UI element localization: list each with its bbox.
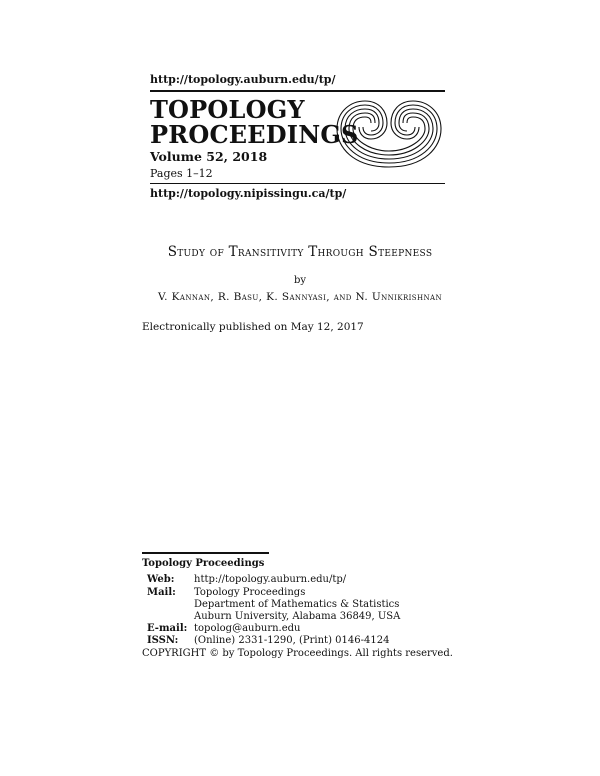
footer-title: Topology Proceedings (142, 558, 265, 569)
footer-rule (142, 552, 269, 554)
footer-mail-label: Mail: (147, 587, 176, 598)
copyright-notice: COPYRIGHT © by Topology Proceedings. All rights reserved. (142, 648, 453, 659)
journal-url-bottom[interactable]: http://topology.nipissingu.ca/tp/ (150, 187, 347, 200)
byline-by: by (293, 275, 307, 286)
journal-title-line2: PROCEEDINGS (150, 120, 359, 149)
journal-pages: Pages 1–12 (150, 167, 213, 180)
journal-url-top[interactable]: http://topology.auburn.edu/tp/ (150, 73, 336, 86)
header-rule-bottom (150, 183, 445, 184)
paper-authors: V. Kannan, R. Basu, K. Sannyasi, and N. Unnikrishnan (158, 291, 442, 303)
footer-mail-line: Topology Proceedings (194, 587, 306, 598)
footer-web-url[interactable]: http://topology.auburn.edu/tp/ (194, 574, 347, 585)
journal-title-line1: TOPOLOGY (150, 95, 305, 124)
paper-title: Study of Transitivity Through Steepness (167, 244, 433, 260)
journal-spiral-logo-icon (333, 97, 445, 171)
footer-issn-label: ISSN: (147, 635, 179, 646)
journal-volume: Volume 52, 2018 (150, 149, 268, 164)
footer-email-label: E-mail: (147, 623, 188, 634)
footer-email-address[interactable]: topolog@auburn.edu (194, 623, 301, 634)
footer-mail-line: Auburn University, Alabama 36849, USA (194, 611, 401, 622)
publication-date: Electronically published on May 12, 2017 (142, 321, 364, 333)
footer-mail-line: Department of Mathematics & Statistics (194, 599, 400, 610)
header-rule-top (150, 90, 445, 92)
footer-web-label: Web: (147, 574, 175, 585)
footer-issn-value: (Online) 2331-1290, (Print) 0146-4124 (194, 635, 390, 646)
